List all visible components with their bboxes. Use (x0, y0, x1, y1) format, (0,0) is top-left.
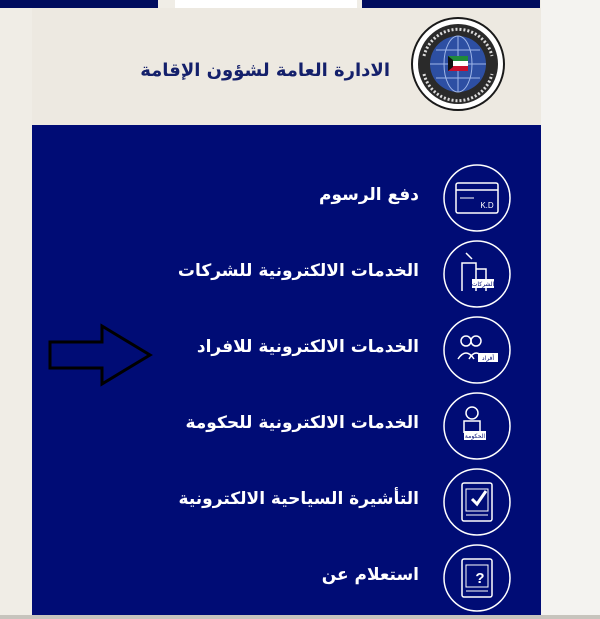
menu-item-tourist-visa[interactable] (32, 467, 541, 541)
top-nav-bar-left (0, 0, 158, 8)
menu-item-companies-services[interactable] (32, 239, 541, 313)
top-nav-bar-active (175, 0, 357, 8)
icon-tag-text: الحكومة (464, 433, 486, 440)
svg-text:K.D: K.D (480, 201, 494, 210)
icon-tag-text: الشركات (471, 281, 495, 288)
page-title: الادارة العامة لشؤون الإقامة (140, 60, 390, 81)
menu-label: دفع الرسوم (318, 185, 419, 205)
menu-item-inquiry[interactable] (32, 543, 541, 617)
visa-document-check-icon (442, 467, 512, 537)
menu-label: الخدمات الالكترونية للشركات (177, 261, 419, 281)
menu-item-pay-fees[interactable] (32, 163, 541, 237)
emblem-logo-icon (410, 16, 506, 112)
menu-label: الخدمات الالكترونية للحكومة (185, 413, 419, 433)
company-building-icon (442, 239, 512, 309)
right-margin (541, 0, 600, 619)
government-icon (442, 391, 512, 461)
menu-label: التأشيرة السياحية الالكترونية (178, 489, 419, 509)
menu-label: الخدمات الالكترونية للافراد (196, 337, 419, 357)
bottom-border (0, 615, 600, 619)
menu-label: استعلام عن (321, 565, 419, 585)
icon-tag-text: أفراد (481, 355, 495, 362)
inquiry-document-question-icon (442, 543, 512, 613)
right-pointing-arrow-icon (46, 322, 156, 388)
kd-card-icon (442, 163, 512, 233)
individuals-icon (442, 315, 512, 385)
top-nav-bar-right (362, 0, 540, 8)
menu-item-government-services[interactable] (32, 391, 541, 465)
svg-text:?: ? (475, 570, 485, 587)
